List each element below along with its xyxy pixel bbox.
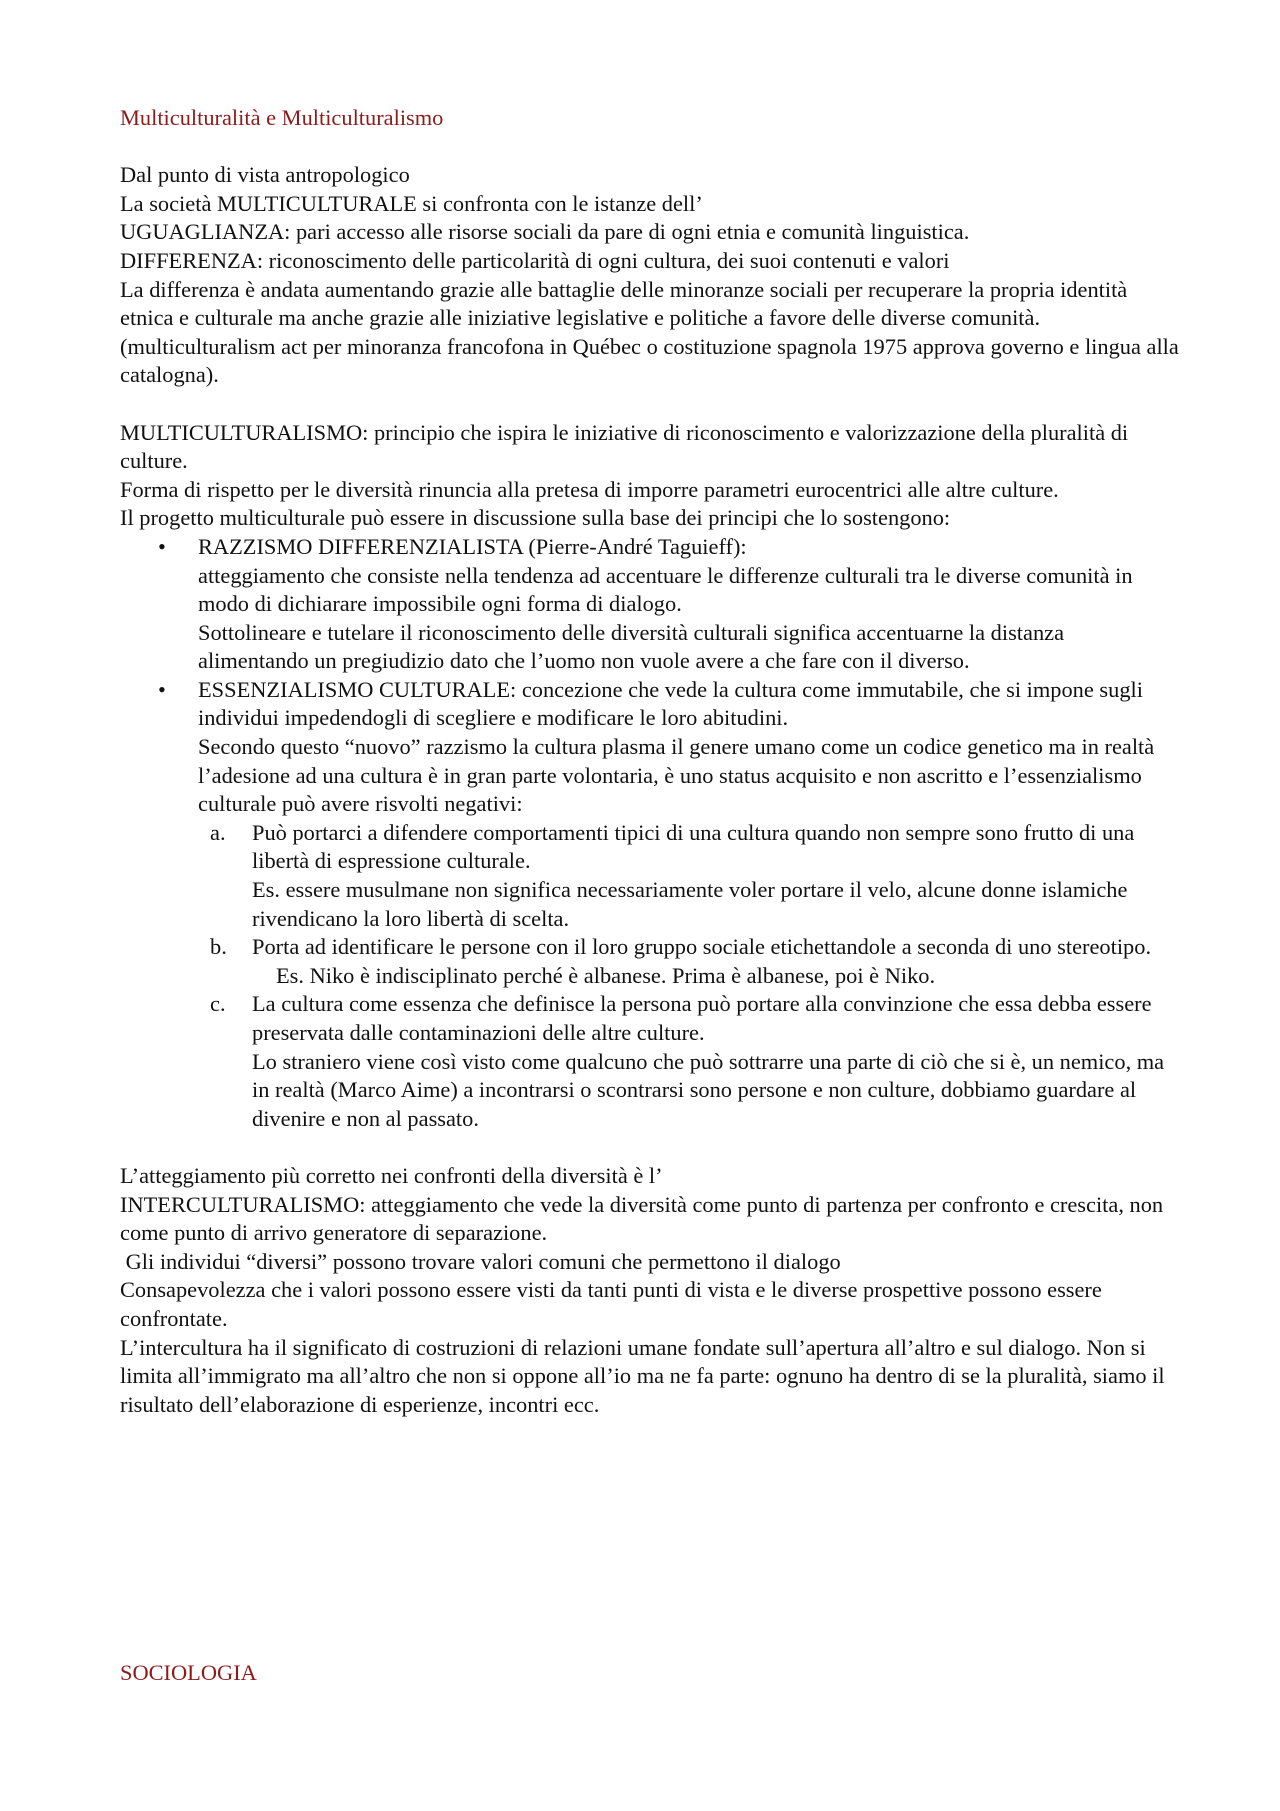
paragraph: L’intercultura ha il significato di costruzioni di relazioni umane fondate sull’apertura all’altro e sul dialogo. Non si limita all’immigrato ma all’altro che non si oppone all’io ma ne fa parte: ognuno ha dentro di se la pluralità, siamo il risultato dell’elaborazione di esperienze, incontri ecc.: [120, 1334, 1165, 1417]
document-title: Multiculturalità e Multiculturalismo: [120, 105, 444, 130]
sub-list-marker: b.: [210, 934, 227, 960]
paragraph: Gli individui “diversi” possono trovare valori comuni che permettono il dialogo: [120, 1248, 841, 1274]
sub-list-example: Es. essere musulmane non significa necessariamente voler portare il velo, alcune donne islamiche rivendicano la loro libertà di scelta.: [252, 877, 1128, 931]
paragraph: Il progetto multiculturale può essere in discussione sulla base dei principi che lo sostengono:: [120, 505, 951, 531]
sub-list-text: Può portarci a difendere comportamenti tipici di una cultura quando non sempre sono frutto di una libertà di espressione culturale.: [252, 819, 1135, 874]
paragraph: DIFFERENZA: riconoscimento delle particolarità di ogni cultura, dei suoi contenuti e valori: [120, 247, 950, 273]
bullet-list: [120, 533, 1180, 1133]
paragraph: MULTICULTURALISMO: principio che ispira le iniziative di riconoscimento e valorizzazione della pluralità di culture.: [120, 419, 1129, 474]
bullet-marker: •: [158, 533, 166, 559]
spacer: [120, 1133, 1180, 1162]
spacer: [120, 133, 1180, 162]
list-item-heading: RAZZISMO DIFFERENZIALISTA (Pierre-André Taguieff):: [198, 533, 747, 559]
paragraph: Consapevolezza che i valori possono essere visti da tanti punti di vista e le diverse prospettive possono essere confrontate.: [120, 1277, 1102, 1331]
footer-subject-label: SOCIOLOGIA: [120, 1660, 257, 1685]
sub-list: [198, 819, 1180, 1134]
sub-list-marker: c.: [210, 991, 226, 1017]
paragraph: La differenza è andata aumentando grazie alle battaglie delle minoranze sociali per recuperare la propria identità etnica e culturale ma anche grazie alle iniziative legislative e politiche a favore delle diverse comunità.: [120, 276, 1128, 331]
paragraph: La società MULTICULTURALE si confronta con le istanze dell’: [120, 190, 703, 216]
sub-list-text: La cultura come essenza che definisce la persona può portare alla convinzione che essa debba essere preservata dalle contaminazioni delle altre culture.: [252, 991, 1152, 1045]
list-item-text: Secondo questo “nuovo” razzismo la cultura plasma il genere umano come un codice genetico ma in realtà l’adesione ad una cultura è in gran parte volontaria, è uno status acquisito e non ascritto e l’essenzialismo culturale può avere risvolti negativi:: [198, 734, 1155, 817]
sub-list-example: Lo straniero viene così visto come qualcuno che può sottrarre una parte di ciò che si è, un nemico, ma in realtà (Marco Aime) a incontrarsi o scontrarsi sono persone e non culture, dobbiamo guardare al divenire e non al passato.: [252, 1048, 1165, 1131]
paragraph: UGUAGLIANZA: pari accesso alle risorse sociali da pare di ogni etnia e comunità linguistica.: [120, 219, 970, 245]
paragraph: Forma di rispetto per le diversità rinuncia alla pretesa di imporre parametri eurocentrici alle altre culture.: [120, 476, 1059, 502]
paragraph: (multiculturalism act per minoranza francofona in Québec o costituzione spagnola 1975 approva governo e lingua alla catalogna).: [120, 333, 1179, 388]
paragraph: L’atteggiamento più corretto nei confronti della diversità è l’: [120, 1162, 663, 1188]
list-item: [120, 533, 1180, 676]
bullet-marker: •: [158, 676, 166, 702]
paragraph: INTERCULTURALISMO: atteggiamento che vede la diversità come punto di partenza per confronto e crescita, non come punto di arrivo generatore di separazione.: [120, 1191, 1164, 1246]
sub-list-example: Es. Niko è indisciplinato perché è albanese. Prima è albanese, poi è Niko.: [276, 962, 936, 988]
sub-list-marker: a.: [210, 819, 226, 845]
list-item: [120, 676, 1180, 1134]
sub-list-item: [198, 990, 1180, 1133]
list-item-text: Sottolineare e tutelare il riconoscimento delle diversità culturali significa accentuarne la distanza alimentando un pregiudizio dato che l’uomo non vuole avere a che fare con il diverso.: [198, 619, 1065, 674]
list-item-heading: ESSENZIALISMO CULTURALE: concezione che vede la cultura come immutabile, che si impone sugli individui impedendogli di scegliere e modificare le loro abitudini.: [198, 676, 1143, 731]
list-item-text: atteggiamento che consiste nella tendenza ad accentuare le differenze culturali tra le diverse comunità in modo di dichiarare impossibile ogni forma di dialogo.: [198, 562, 1133, 617]
document-page: [120, 104, 1180, 1419]
sub-list-item: [198, 819, 1180, 933]
sub-list-text: Porta ad identificare le persone con il loro gruppo sociale etichettandole a seconda di uno stereotipo.: [252, 934, 1152, 960]
paragraph: Dal punto di vista antropologico: [120, 162, 410, 188]
spacer: [120, 390, 1180, 419]
sub-list-item: [198, 933, 1180, 990]
